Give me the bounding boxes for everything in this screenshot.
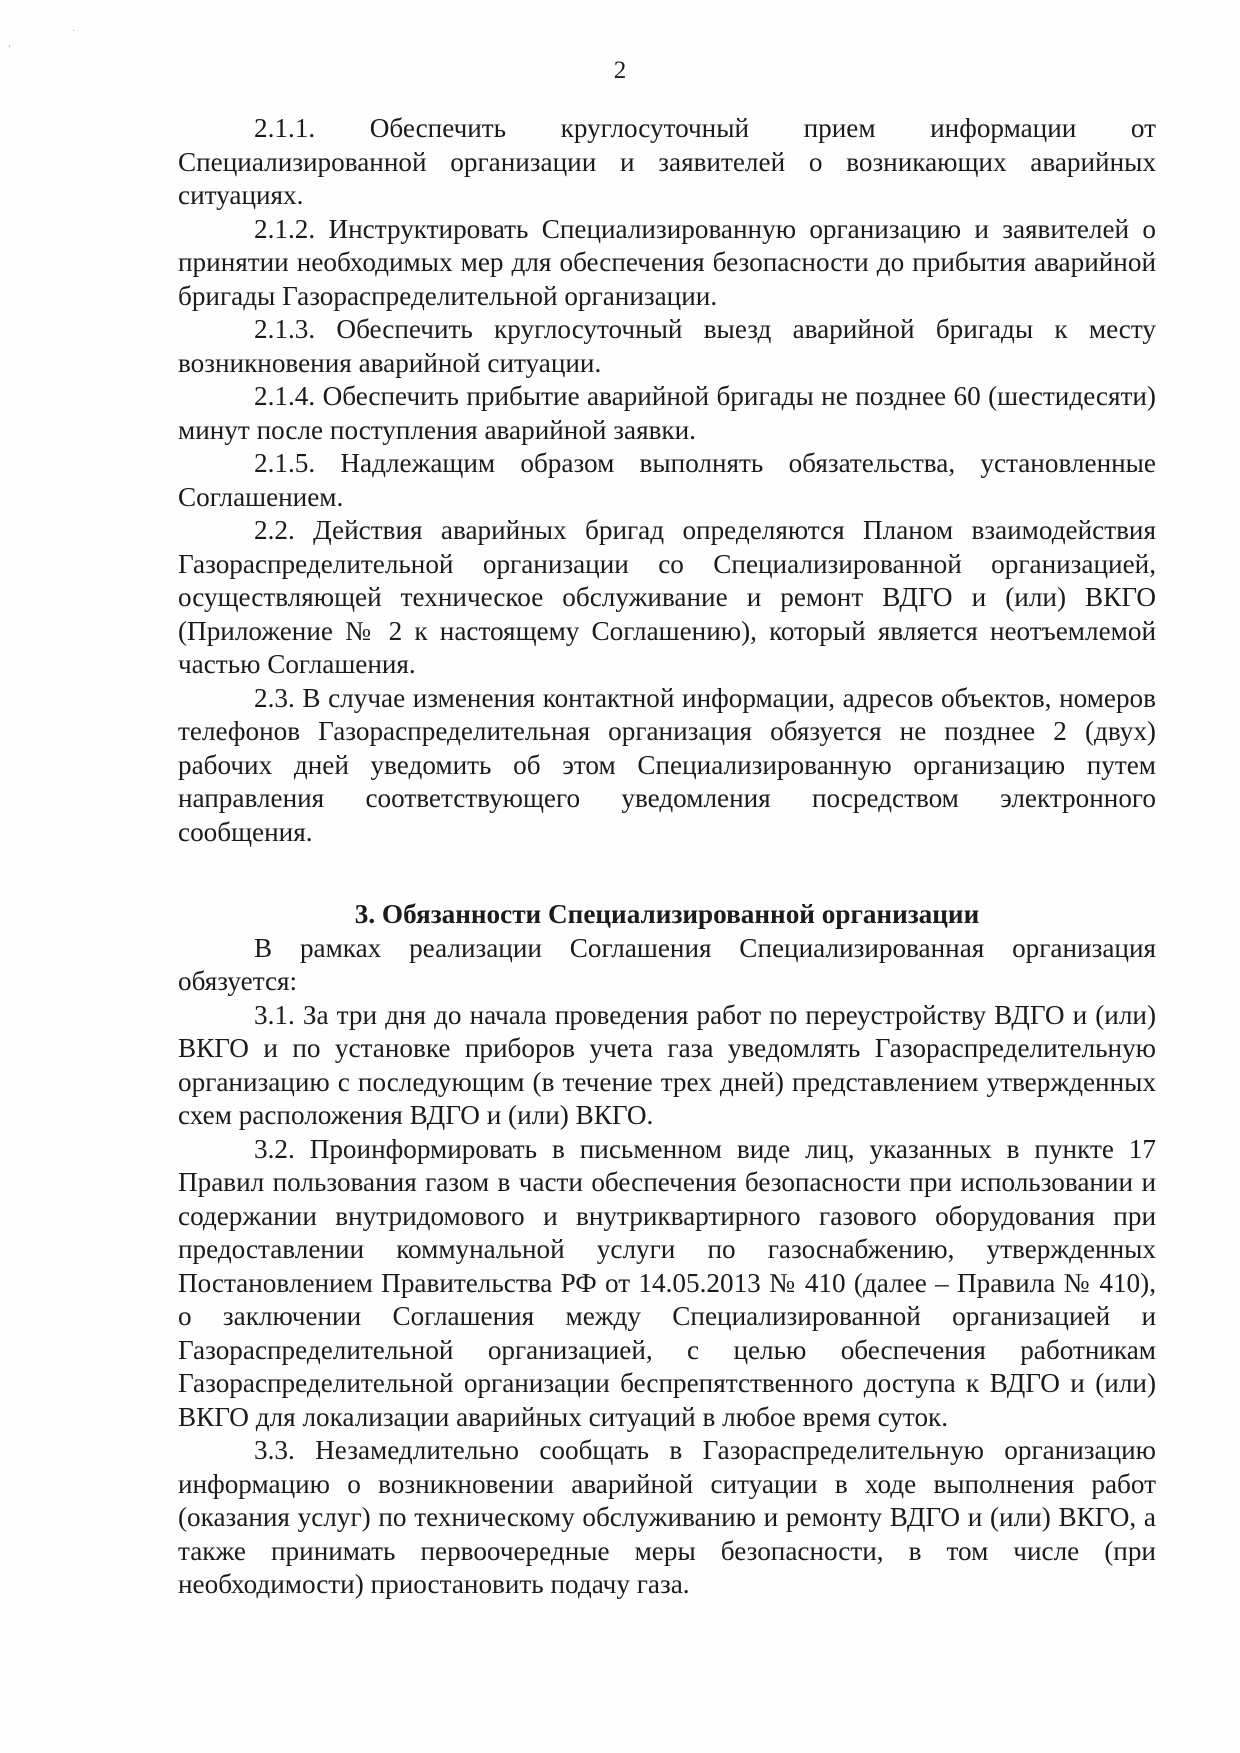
clause-2-1-1: 2.1.1. Обеспечить круглосуточный прием информации от Специализированной организации и заявителей о возникающих аварийных ситуациях. [178, 113, 1156, 210]
clause-2-3: 2.3. В случае изменения контактной информации, адресов объектов, номеров телефонов Газораспределительная организация обязуется не позднее 2 (двух) рабочих дней уведомить об этом Специализированную организацию путем направления соответствующего уведомления посредством электронного сообщения. [178, 682, 1156, 847]
clause-2-2: 2.2. Действия аварийных бригад определяются Планом взаимодействия Газораспределительной организации со Специализированной организацией, осуществляющей техническое обслуживание и ремонт ВДГО и (или) ВКГО (Приложение № 2 к настоящему Соглашению), который является неотъемлемой частью Соглашения. [178, 515, 1156, 679]
scan-speck: · [72, 26, 76, 37]
clause-2-1-5: 2.1.5. Надлежащим образом выполнять обязательства, установленные Соглашением. [178, 448, 1156, 512]
clause-3-3: 3.3. Незамедлительно сообщать в Газораспределительную организацию информацию о возникновении аварийной ситуации в ходе выполнения работ (оказания услуг) по техническому обслуживанию и ремонту ВДГО и (или) ВКГО, а также принимать первоочередные меры безопасности, в том числе (при необходимости) приостановить подачу газа. [178, 1435, 1156, 1599]
clause-2-1-2: 2.1.2. Инструктировать Специализированную организацию и заявителей о принятии необходимых мер для обеспечения безопасности до прибытия аварийной бригады Газораспределительной организации. [178, 213, 1156, 311]
document-body [178, 112, 1156, 1602]
section-intro: В рамках реализации Соглашения Специализированная организация обязуется: [178, 932, 1156, 996]
clause-2-1-3: 2.1.3. Обеспечить круглосуточный выезд аварийной бригады к месту возникновения аварийной ситуации. [178, 314, 1156, 378]
clause-3-2: 3.2. Проинформировать в письменном виде лиц, указанных в пункте 17 Правил пользования газом в части обеспечения безопасности при использовании и содержании внутридомового и внутриквартирного газового оборудования при предоставлении коммунальной услуги по газоснабжению, утвержденных Постановлением Правительства РФ от 14.05.2013 № 410 (далее – Правила № 410), о заключении Соглашения между Специализированной организацией и Газораспределительной организацией, с целью обеспечения работникам Газораспределительной организации беспрепятственного доступа к ВДГО и (или) ВКГО для локализации аварийных ситуаций в любое время суток. [178, 1133, 1156, 1432]
section-heading: 3. Обязанности Специализированной организации [354, 899, 980, 929]
scan-speck: ‘ [8, 44, 12, 55]
clause-3-1: 3.1. За три дня до начала проведения работ по переустройству ВДГО и (или) ВКГО и по установке приборов учета газа уведомлять Газораспределительную организацию с последующим (в течение трех дней) представлением утвержденных схем расположения ВДГО и (или) ВКГО. [178, 999, 1156, 1130]
clause-2-1-4: 2.1.4. Обеспечить прибытие аварийной бригады не позднее 60 (шестидесяти) минут после поступления аварийной заявки. [178, 381, 1156, 445]
page-number: 2 [613, 57, 627, 84]
